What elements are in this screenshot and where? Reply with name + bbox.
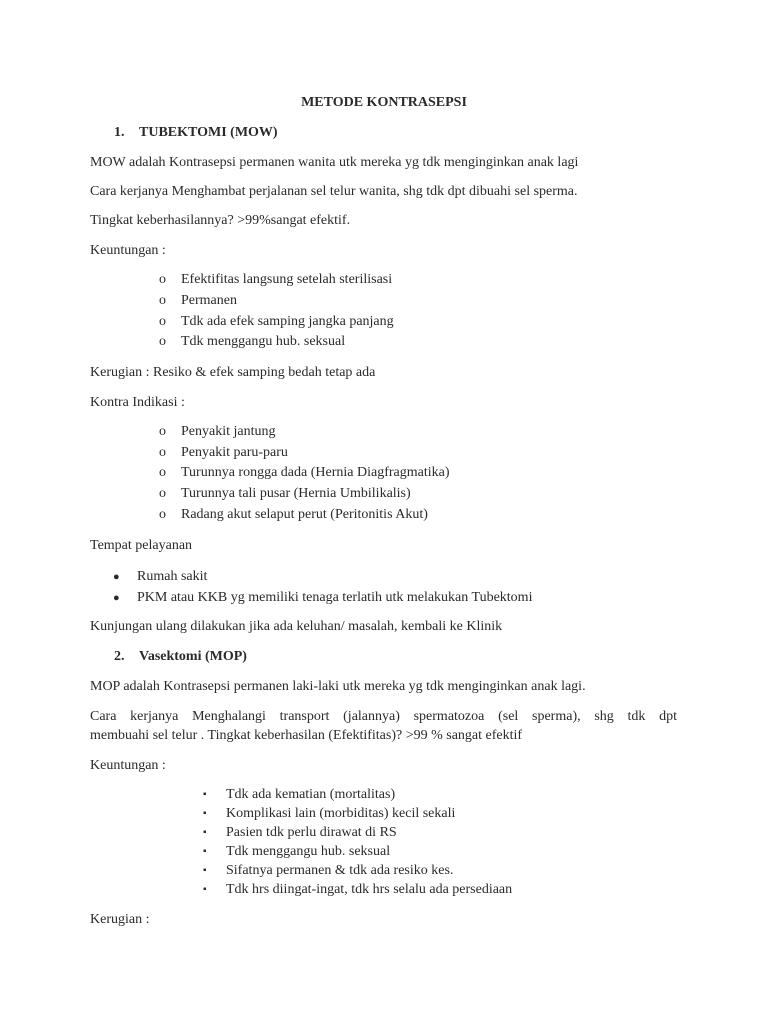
service-place-label: Tempat pelayanan (90, 538, 193, 553)
mop-mechanism-line-2: membuahi sel telur . Tingkat keberhasilan (Efektifitas)? >99 % sangat efektif (90, 728, 523, 743)
bullet-dot-icon: ● (113, 592, 120, 604)
mop-definition: MOP adalah Kontrasepsi permanen laki-laki utk mereka yg tdk menginginkan anak lagi. (90, 679, 586, 694)
square-bullet-icon: ▪ (203, 884, 207, 895)
mop-mechanism-line-1: Cara kerjanya Menghalangi transport (jalannya) spermatozoa (sel sperma), shg tdk dpt (90, 709, 677, 724)
square-bullet-icon: ▪ (203, 846, 207, 857)
mow-mechanism: Cara kerjanya Menghambat perjalanan sel telur wanita, shg tdk dpt dibuahi sel sperma. (90, 184, 578, 199)
hollow-bullet-icon: o (159, 445, 166, 460)
mow-effectiveness: Tingkat keberhasilannya? >99%sangat efektif. (90, 213, 351, 228)
hollow-bullet-icon: o (159, 272, 166, 287)
hollow-bullet-icon: o (159, 293, 166, 308)
bullet-dot-icon: ● (113, 571, 120, 583)
hollow-bullet-icon: o (159, 507, 166, 522)
hollow-bullet-icon: o (159, 465, 166, 480)
mow-contraindications-label: Kontra Indikasi : (90, 395, 185, 410)
mow-definition: MOW adalah Kontrasepsi permanen wanita utk mereka yg tdk menginginkan anak lagi (90, 155, 579, 170)
hollow-bullet-icon: o (159, 424, 166, 439)
section-1-heading (90, 124, 278, 142)
section-2-title: Vasektomi (MOP) (139, 649, 247, 664)
hollow-bullet-icon: o (159, 334, 166, 349)
hollow-bullet-icon: o (159, 314, 166, 329)
section-2-number: 2. (114, 649, 125, 664)
mow-follow-up: Kunjungan ulang dilakukan jika ada keluhan/ masalah, kembali ke Klinik (90, 619, 503, 634)
section-2-heading (90, 648, 247, 666)
mow-disadvantages: Kerugian : Resiko & efek samping bedah tetap ada (90, 365, 376, 380)
document-title: METODE KONTRASEPSI (301, 95, 467, 110)
square-bullet-icon: ▪ (203, 808, 207, 819)
mop-advantages-label: Keuntungan : (90, 758, 166, 773)
mow-advantages-label: Keuntungan : (90, 243, 166, 258)
section-1-title: TUBEKTOMI (MOW) (139, 125, 278, 140)
square-bullet-icon: ▪ (203, 827, 207, 838)
square-bullet-icon: ▪ (203, 865, 207, 876)
square-bullet-icon: ▪ (203, 789, 207, 800)
mop-disadvantages-label: Kerugian : (90, 912, 150, 927)
section-1-number: 1. (114, 125, 125, 140)
hollow-bullet-icon: o (159, 486, 166, 501)
